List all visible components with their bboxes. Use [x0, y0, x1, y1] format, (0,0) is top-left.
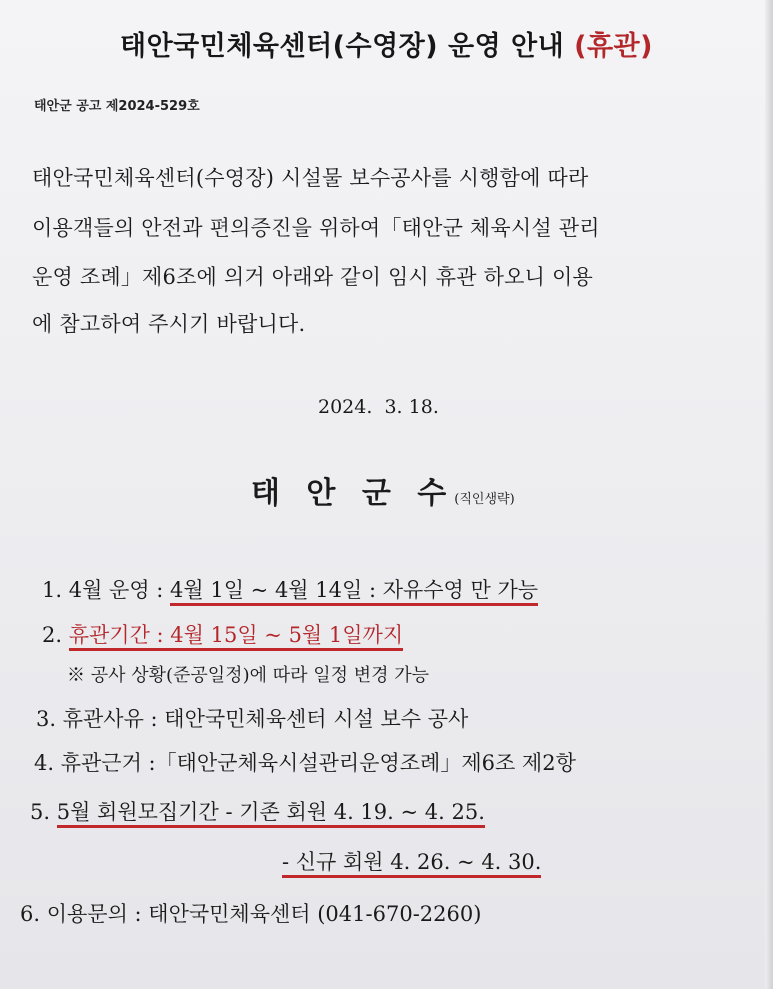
item-1-label: 1. 4월 운영 : — [42, 578, 171, 602]
item-2-label: 2. — [42, 623, 69, 647]
notice-date: 2024. 3. 18. — [318, 396, 439, 418]
issuer — [251, 468, 515, 512]
item-5-existing: - 기존 회원 4. 19. ~ 4. 25. — [219, 800, 485, 828]
item-5 — [30, 796, 485, 826]
title-main: 태안국민체육센터(수영장) 운영 안내 — [120, 31, 575, 62]
body-line-3: 운영 조례」제6조에 의거 아래와 같이 임시 휴관 하오니 이용 — [32, 265, 593, 289]
item-5-new-value: - 신규 회원 4. 26. ~ 4. 30. — [282, 850, 541, 878]
item-2 — [42, 619, 403, 649]
item-6: 6. 이용문의 : 태안국민체육센터 (041-670-2260) — [20, 902, 482, 926]
item-4: 4. 휴관근거 :「태안군체육시설관리운영조례」제6조 제2항 — [34, 751, 576, 775]
item-5-new — [282, 846, 541, 876]
item-1-value: 4월 1일 ~ 4월 14일 : 자유수영 만 가능 — [170, 578, 538, 606]
body-line-2: 이용객들의 안전과 편의증진을 위하여「태안군 체육시설 관리 — [32, 216, 600, 240]
seal-omitted-note: (직인생략) — [454, 492, 515, 507]
notice-title — [0, 24, 773, 63]
item-3: 3. 휴관사유 : 태안국민체육센터 시설 보수 공사 — [36, 707, 469, 731]
item-5-period: 5월 회원모집기간 — [57, 800, 219, 828]
item-1 — [42, 574, 538, 604]
title-closed: (휴관) — [574, 31, 653, 62]
item-2-value: 휴관기간 : 4월 15일 ~ 5월 1일까지 — [69, 623, 403, 651]
paper-edge — [765, 0, 773, 989]
notice-number: 태안군 공고 제2024-529호 — [34, 99, 200, 114]
body-line-4: 에 참고하여 주시기 바랍니다. — [32, 312, 306, 336]
issuer-name: 태 안 군 수 — [251, 476, 455, 511]
body-line-1: 태안국민체육센터(수영장) 시설물 보수공사를 시행함에 따라 — [32, 166, 589, 190]
schedule-change-note: ※ 공사 상황(준공일정)에 따라 일정 변경 가능 — [67, 665, 429, 686]
item-5-label: 5. — [30, 800, 57, 824]
